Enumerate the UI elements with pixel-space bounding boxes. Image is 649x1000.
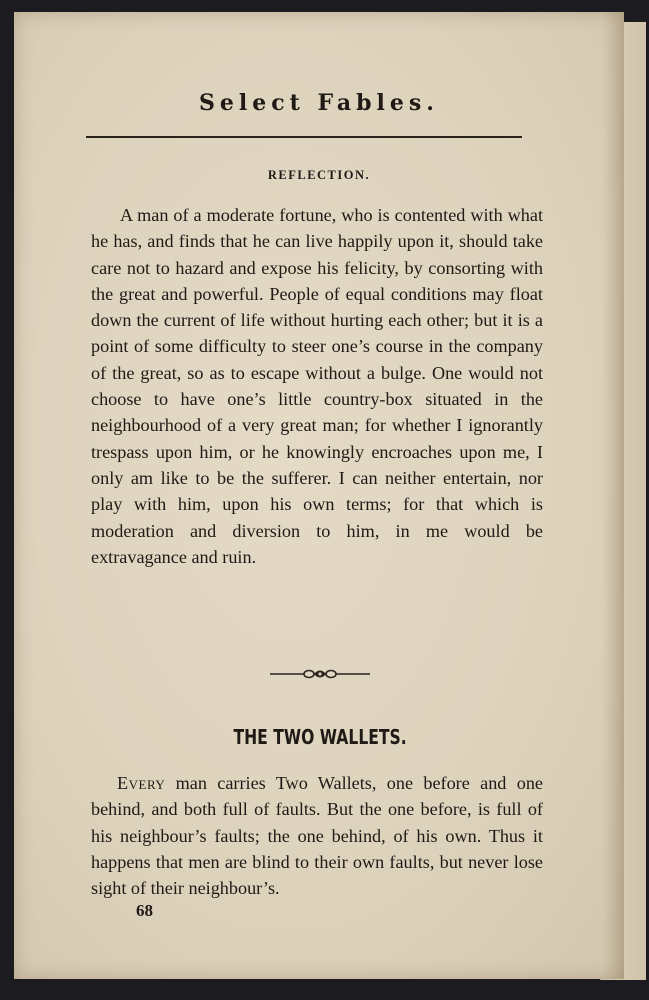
page-number: 68 <box>136 901 153 920</box>
book-page <box>14 12 624 979</box>
fable-title: THE TWO WALLETS. <box>233 725 407 749</box>
fable-lead-word: Every <box>117 773 166 793</box>
running-head: Select Fables. <box>199 90 439 116</box>
head-rule <box>86 136 522 138</box>
reflection-heading: REFLECTION. <box>267 168 371 182</box>
fable-paragraph <box>91 770 543 901</box>
ornament-divider <box>268 664 372 684</box>
gutter-shadow <box>602 12 624 979</box>
reflection-paragraph: A man of a moderate fortune, who is contented with what he has, and finds that he can live happily upon it, should take care not to hazard and expose his felicity, by consorting with the great and powerful. People of equal conditions may float down the current of life without hurting each other; but it is a point of some difficulty to steer one’s course in the company of the great, so as to escape without a bulge. One would not choose to have one’s little country-box situated in the neighbourhood of a very great man; for whether I ignorantly trespass upon him, or he knowingly encroaches upon me, I only am like to be the sufferer. I can neither entertain, nor play with him, upon his own terms; for that which is moderation and diversion to him, in me would be extravagance and ruin. <box>91 205 543 567</box>
fable-text: man carries Two Wallets, one before and one behind, and both full of faults. But the one before, is full of his neighbour’s faults; the one behind, of his own. Thus it happens that men are blind to their own faults, but never lose sight of their neighbour’s. <box>91 773 543 899</box>
